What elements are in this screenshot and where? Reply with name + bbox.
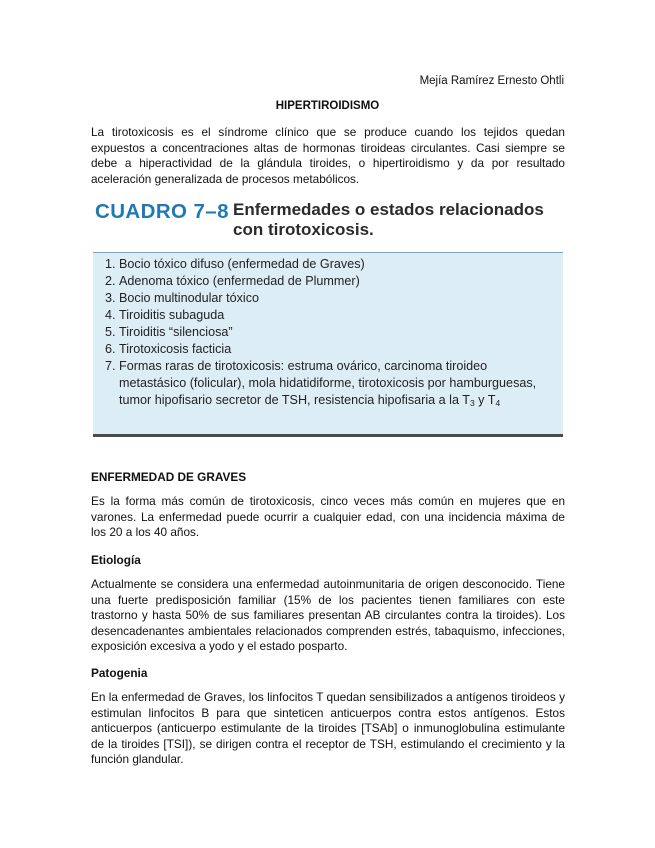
item-number: 7. xyxy=(105,359,116,373)
t3-subscript: 3 xyxy=(469,398,475,408)
list-item xyxy=(105,290,545,307)
item-text: Tiroiditis subaguda xyxy=(119,308,225,322)
list-item xyxy=(105,341,545,358)
cuadro-list xyxy=(105,256,545,409)
cuadro-body xyxy=(93,252,563,437)
t4-label: T xyxy=(487,393,496,407)
cuadro-code: CUADRO 7–8 xyxy=(95,200,229,223)
patogenia-heading: Patogenia xyxy=(91,666,148,680)
item-text-main: Formas raras de tirotoxicosis: estruma ovárico, carcinoma tiroideo metastásico (folicular), mola hidatidiforme, tirotoxicosis por hamburguesas, tumor hipofisario secretor de TSH, resistencia hipofisaria a la xyxy=(119,359,537,407)
item-number: 5. xyxy=(105,325,116,339)
patogenia-paragraph: En la enfermedad de Graves, los linfocitos T quedan sensibilizados a antígenos tiroideos y estimulan linfocitos B para que sinteticen anticuerpos contra estos antígenos. Estos anticuerpos (anticuerpo estimulante de la tiroides [TSAb] o inmunoglobulina estimulante de la tiroides [TSI]), se dirigen contra el receptor de TSH, estimulando el crecimiento y la función glandular. xyxy=(91,690,565,767)
etiologia-paragraph: Actualmente se considera una enfermedad autoinmunitaria de origen desconocido. Tiene una fuerte predisposición familiar (15% de los pacientes tienen familiares con este trastorno y hasta 50% de sus familiares presentan AB circulantes contra la tiroides). Los desencadenantes ambientales relacionados comprenden estrés, tabaquismo, infecciones, exposición excesiva a yodo y el estado posparto. xyxy=(91,577,565,654)
t3-label: T xyxy=(462,393,470,407)
item-number: 3. xyxy=(105,291,116,305)
intro-paragraph: La tirotoxicosis es el síndrome clínico que se produce cuando los tejidos quedan expuestos a concentraciones altas de hormonas tiroideas circulantes. Casi siempre se debe a hiperactividad de la glándula tiroides, o hipertiroidismo y da por resultado aceleración generalizada de procesos metabólicos. xyxy=(91,125,565,186)
conjunction: y xyxy=(474,393,488,407)
cuadro-figure xyxy=(93,196,563,439)
item-text: Tirotoxicosis facticia xyxy=(119,342,232,356)
graves-paragraph: Es la forma más común de tirotoxicosis, cinco veces más común en mujeres que en varones. La enfermedad puede ocurrir a cualquier edad, con una incidencia máxima de los 20 a los 40 años. xyxy=(91,494,565,540)
item-number: 4. xyxy=(105,308,116,322)
t4-subscript: 4 xyxy=(495,398,501,408)
author-name: Mejía Ramírez Ernesto Ohtli xyxy=(419,75,564,87)
page-title: HIPERTIROIDISMO xyxy=(275,100,380,112)
item-text: Tiroiditis “silenciosa” xyxy=(119,325,233,339)
list-item xyxy=(105,256,545,273)
item-text: Bocio multinodular tóxico xyxy=(119,291,260,305)
list-item xyxy=(105,307,545,324)
item-text: Bocio tóxico difuso (enfermedad de Graves) xyxy=(119,257,365,271)
item-number: 1. xyxy=(105,257,116,271)
item-text xyxy=(119,358,545,409)
list-item xyxy=(105,273,545,290)
graves-heading: ENFERMEDAD DE GRAVES xyxy=(91,470,247,484)
item-text: Adenoma tóxico (enfermedad de Plummer) xyxy=(119,274,360,288)
cuadro-caption: Enfermedades o estados relacionados con tirotoxicosis. xyxy=(233,200,544,239)
item-number: 2. xyxy=(105,274,116,288)
item-number: 6. xyxy=(105,342,116,356)
cuadro-header xyxy=(93,196,563,248)
list-item xyxy=(105,358,545,409)
etiologia-heading: Etiología xyxy=(91,553,141,567)
list-item xyxy=(105,324,545,341)
